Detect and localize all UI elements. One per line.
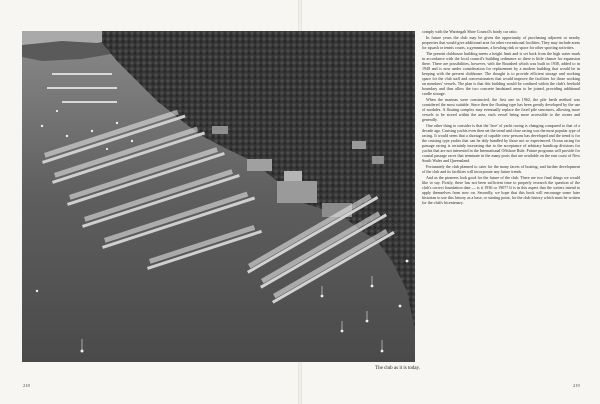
paragraph: And as the pioneers look good for the future of the club. There are two final things we would like to say. Firstly, there has not been sufficient time to properly research the question of the club's correct foundation date — is it 1936 or 1907? It is in this aspect that the writers intend to apply themselves from now on. Secondly, we hope that this book will encourage some later historian to use this history as a base, or starting point, for the club history which must be written for the club's bicentenary. — [422, 175, 580, 206]
photo-caption: The club as it is today. — [375, 366, 420, 371]
paragraph: When the marinas were constructed, the first one in 1962, the pile berth method was considered the most suitable. Since then the floating type has been greatly developed by the use of modules. A floating complex may eventually replace the fixed pile structures, allowing more vessels to be stored within the area, each vessel being more accessible to the owner and generally. — [422, 97, 580, 123]
page-number-left: 218 — [23, 383, 30, 388]
page-number-right: 219 — [573, 383, 580, 388]
aerial-marina-photo — [22, 31, 415, 362]
marina-photo-icon — [22, 31, 415, 362]
body-text-column — [422, 30, 580, 207]
paragraph: One other thing to consider is that the 'face' of yacht racing is changing compared to that of a decade ago. Cruising yachts even then set the trend and close racing was the most popular type of racing. It would seem that a shortage of capable crew persons has developed and the trend is for the cruising type yachts that can be ably handled by those not so experienced. Ocean racing for passage racing is certainly increasing due to the acceptance of arbitrary handicap divisions for yachts that are not interested in the International Offshore Rule. Future programs will provide for coastal passage races that terminate in the many ports that are available on the east coast of New South Wales and Queensland. — [422, 123, 581, 164]
paragraph: Fortunately the club planned to cater for the many facets of boating, and further development of the club and its facilities will incorporate any future trends. — [422, 164, 580, 175]
paragraph: The present clubhouse building meets a height limit and is set back from the high water mark in accordance with the local council's building ordinance so there is little chance for expansion there. There are possibilities, however, with the Boatshed which was built in 1938, added to in 1948 and is now under consideration for replacement by a modern building that would be in keeping with the present clubhouse. The thought is to provide efficient storage and working space for the club staff and concessionaires that would improve the facilities for those working on members' vessels. The plan is that this building would be confined within the club's freehold boundary and thus allow the two concrete hardstand areas to be joined, providing additional cradle storage. — [422, 51, 580, 97]
paragraph: In future years the club may be given the opportunity of purchasing adjacent or nearby properties that would give additional area for other recreational facilities. They may include areas for squash or tennis courts, a gymnasium, a bowling rink or space for other sporting activities. — [422, 35, 580, 51]
paragraph: comply with the Warringah Shire Council's hardy car ratio. — [422, 29, 518, 34]
